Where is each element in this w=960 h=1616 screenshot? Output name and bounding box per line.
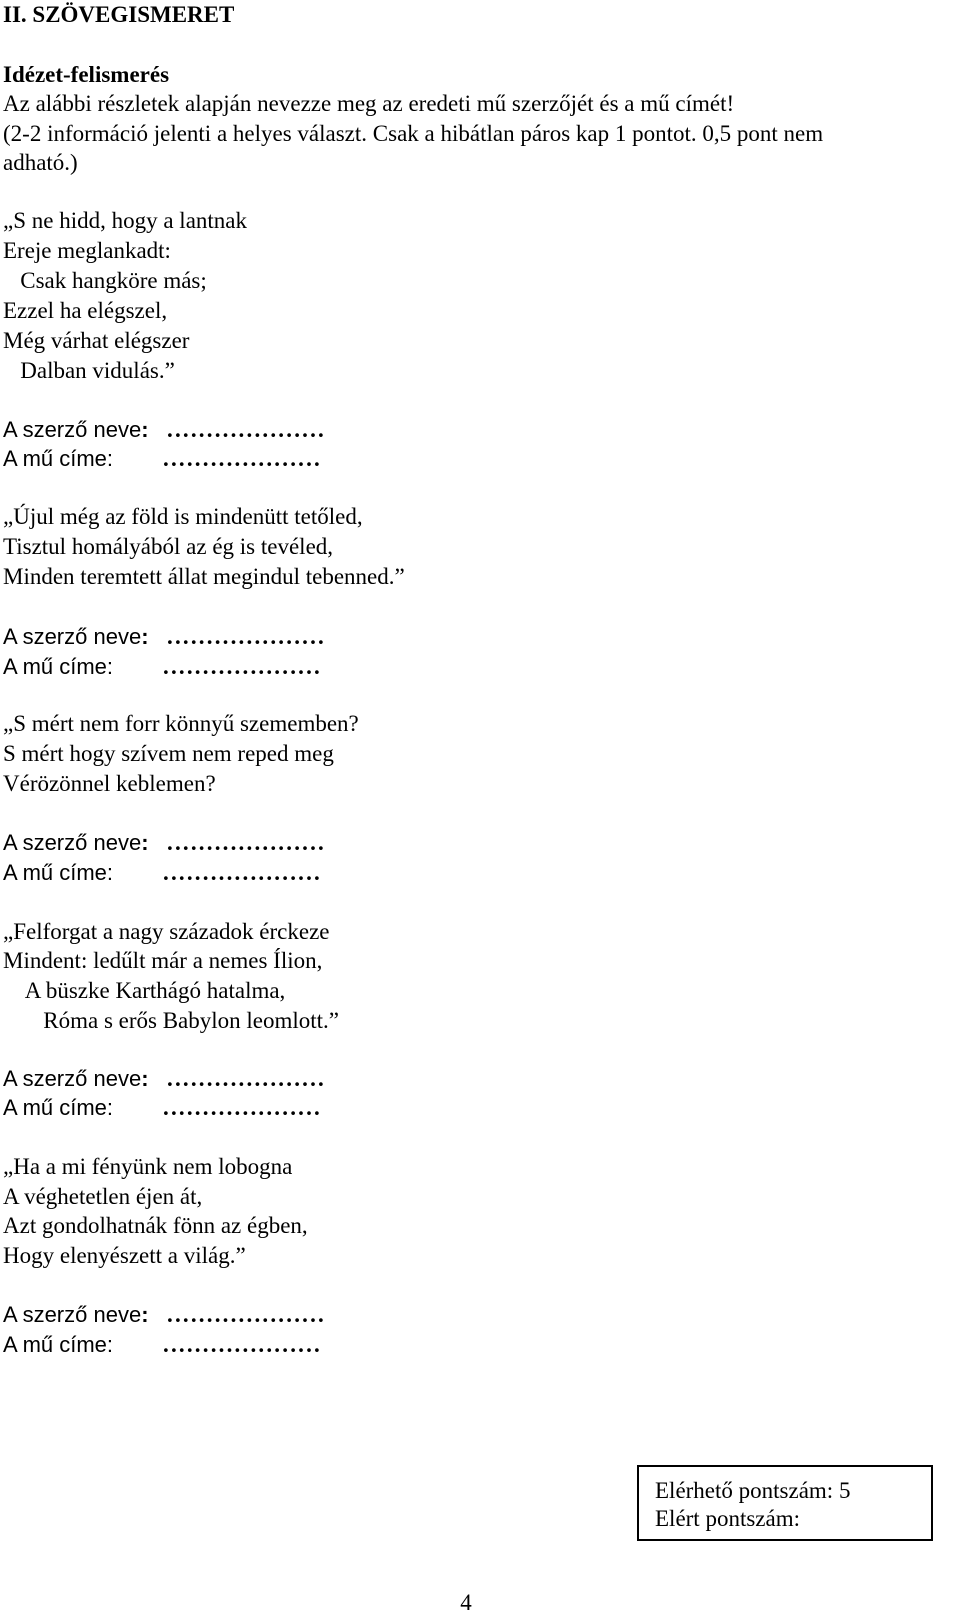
quote-line: Tisztul homályából az ég is tevéled, <box>3 534 334 559</box>
title-label: A mű címe: <box>3 654 114 679</box>
title-label: A mű címe: <box>3 1332 114 1357</box>
instruction-line: (2-2 információ jelenti a helyes választ. Csak a hibátlan páros kap 1 pontot. 0,5 pont nem <box>3 121 824 146</box>
quote-line: Ereje meglankadt: <box>3 238 171 263</box>
quote-line: Mindent: ledűlt már a nemes Ílion, <box>3 948 323 973</box>
quote-line: Vérözönnel keblemen? <box>3 771 216 796</box>
quote-line: Csak hangköre más; <box>3 268 207 293</box>
quote-line: „Felforgat a nagy századok érckeze <box>3 919 330 944</box>
quote-line: A véghetetlen éjen át, <box>3 1184 203 1209</box>
quote-line: Ezzel ha elégszel, <box>3 298 168 323</box>
title-label: A mű címe: <box>3 446 114 471</box>
instruction-line: adható.) <box>3 150 78 175</box>
author-answer-blank[interactable]: .................... <box>167 1302 326 1327</box>
quote-line: „S mért nem forr könnyű szememben? <box>3 711 359 736</box>
achieved-score[interactable]: Elért pontszám: <box>655 1506 800 1531</box>
quote-line: „Ha a mi fényünk nem lobogna <box>3 1154 293 1179</box>
quote-line: A büszke Karthágó hatalma, <box>3 978 286 1003</box>
author-answer-blank[interactable]: .................... <box>167 417 326 442</box>
score-box <box>637 1465 933 1541</box>
quote-line: „S ne hidd, hogy a lantnak <box>3 208 248 233</box>
author-answer-blank[interactable]: .................... <box>167 1066 326 1091</box>
quote-line: S mért hogy szívem nem reped meg <box>3 741 334 766</box>
quote-line: Még várhat elégszer <box>3 328 190 353</box>
author-answer-blank[interactable]: .................... <box>167 624 326 649</box>
author-label: A szerző neve: <box>3 624 149 649</box>
title-answer-blank[interactable]: .................... <box>163 1332 322 1357</box>
title-answer-blank[interactable]: .................... <box>163 860 322 885</box>
quote-line: „Újul még az föld is mindenütt tetőled, <box>3 504 363 529</box>
title-answer-blank[interactable]: .................... <box>163 654 322 679</box>
title-answer-blank[interactable]: .................... <box>163 1095 322 1120</box>
author-answer-blank[interactable]: .................... <box>167 830 326 855</box>
instruction-line: Az alábbi részletek alapján nevezze meg az eredeti mű szerzőjét és a mű címét! <box>3 91 735 116</box>
available-score: Elérhető pontszám: 5 <box>655 1478 851 1503</box>
title-answer-blank[interactable]: .................... <box>163 446 322 471</box>
author-label: A szerző neve: <box>3 1302 149 1327</box>
page-number: 4 <box>460 1590 472 1615</box>
quote-line: Hogy elenyészett a világ.” <box>3 1243 246 1268</box>
title-label: A mű címe: <box>3 860 114 885</box>
task-title: Idézet-felismerés <box>3 62 170 87</box>
quote-line: Minden teremtett állat megindul tebenned.” <box>3 564 405 589</box>
section-title: II. SZÖVEGISMERET <box>3 2 235 27</box>
quote-line: Azt gondolhatnák fönn az égben, <box>3 1213 308 1238</box>
author-label: A szerző neve: <box>3 1066 149 1091</box>
author-label: A szerző neve: <box>3 830 149 855</box>
quote-line: Róma s erős Babylon leomlott.” <box>3 1008 340 1033</box>
author-label: A szerző neve: <box>3 417 149 442</box>
quote-line: Dalban vidulás.” <box>3 358 175 383</box>
title-label: A mű címe: <box>3 1095 114 1120</box>
